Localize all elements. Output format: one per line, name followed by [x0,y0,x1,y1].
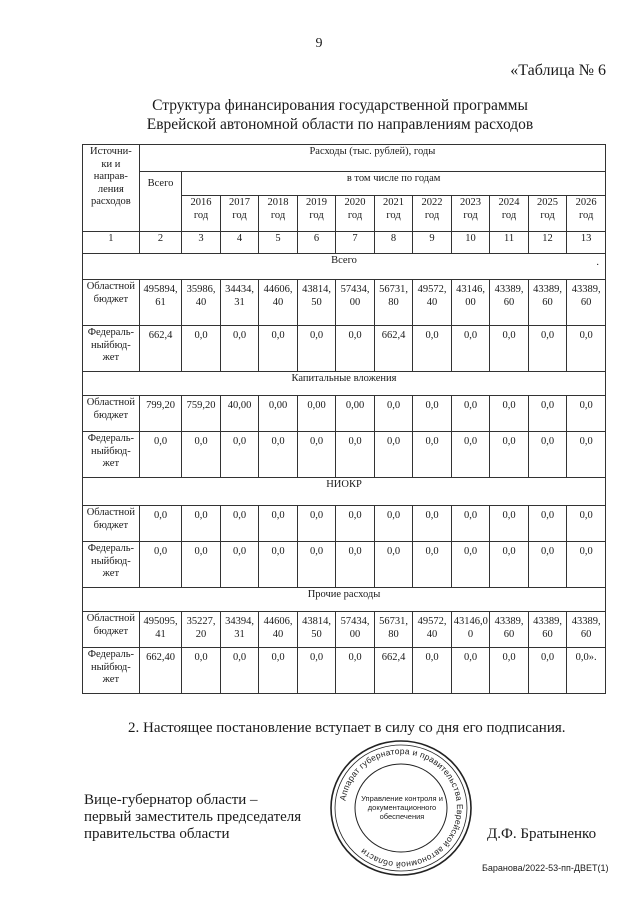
value-cell: 0,0 [374,432,413,478]
stray-mark: . [596,257,599,268]
value-cell: 0,0 [336,326,375,372]
value-cell: 0,0 [220,648,259,694]
value-cell: 0,0 [490,396,529,432]
value-cell: 0,0 [451,326,490,372]
value-cell: 0,0 [413,648,452,694]
section-title: НИОКР [83,478,606,506]
header-row [83,145,606,172]
source-label: Областной бюджет [83,612,140,648]
total-header: Всего [139,172,182,232]
value-cell: 0,0 [297,432,336,478]
value-cell: 0,0». [567,648,606,694]
value-cell: 40,00 [220,396,259,432]
column-number: 2 [139,232,182,254]
signer-title [84,792,301,843]
data-row [83,612,606,648]
value-cell: 0,0 [220,542,259,588]
value-cell: 0,0 [413,396,452,432]
value-cell: 43389, 60 [490,612,529,648]
value-cell: 0,00 [259,396,298,432]
year-header: 2023 год [451,196,490,232]
data-row [83,396,606,432]
value-cell: 0,00 [336,396,375,432]
signer-title-line: правительства области [84,826,230,842]
value-cell: 0,0 [220,432,259,478]
document-code: Баранова/2022-53-пп-ДВЕТ(1) [482,863,609,873]
value-cell: 0,0 [297,506,336,542]
column-number: 6 [297,232,336,254]
column-number: 13 [567,232,606,254]
year-header: 2021 год [374,196,413,232]
value-cell: 0,0 [297,326,336,372]
value-cell: 799,20 [139,396,182,432]
section-title: Капитальные вложения [83,372,606,396]
value-cell: 43389, 60 [567,612,606,648]
title-line: Еврейской автономной области по направлениям расходов [146,116,534,133]
value-cell: 57434, 00 [336,612,375,648]
value-cell: 44606, 40 [259,280,298,326]
value-cell: 57434, 00 [336,280,375,326]
source-label: Областной бюджет [83,396,140,432]
source-label: Федераль- ныйбюд- жет [83,542,140,588]
value-cell: 0,0 [528,648,567,694]
value-cell: 0,0 [451,648,490,694]
value-cell: 0,0 [567,326,606,372]
signer-title-line: Вице-губернатор области – [84,792,258,808]
value-cell: 662,4 [374,648,413,694]
source-label: Областной бюджет [83,506,140,542]
value-cell: 759,20 [182,396,221,432]
column-number: 9 [413,232,452,254]
section-row [83,478,606,506]
signer-title-line: первый заместитель председателя [84,809,302,825]
value-cell: 495095, 41 [139,612,182,648]
section-title: Всего . [83,254,606,280]
value-cell: 43389, 60 [528,280,567,326]
seal-inner-text: Управление контроля и документационного обеспечения [361,794,443,821]
value-cell: 49572, 40 [413,612,452,648]
column-number: 1 [83,232,140,254]
value-cell: 34434, 31 [220,280,259,326]
value-cell: 0,0 [220,326,259,372]
data-row [83,432,606,478]
title-line: Структура финансирования государственной программы [152,97,528,114]
value-cell: 0,0 [374,506,413,542]
source-label: Федераль- ныйбюд- жет [83,432,140,478]
source-header: Источни- ки и направ- ления расходов [83,145,140,232]
signer-name: Д.Ф. Братыненко [487,826,597,842]
column-number: 5 [259,232,298,254]
value-cell: 495894, 61 [139,280,182,326]
value-cell: 0,0 [297,542,336,588]
year-header: 2020 год [336,196,375,232]
source-label: Областной бюджет [83,280,140,326]
value-cell: 0,0 [413,542,452,588]
value-cell: 0,0 [490,432,529,478]
official-seal [328,738,474,878]
value-cell: 0,0 [451,542,490,588]
column-number: 12 [528,232,567,254]
value-cell: 0,0 [336,506,375,542]
value-cell: 0,0 [413,506,452,542]
value-cell: 0,0 [182,542,221,588]
value-cell: 0,0 [139,542,182,588]
source-label: Федераль- ныйбюд- жет [83,648,140,694]
data-row [83,542,606,588]
column-number: 10 [451,232,490,254]
value-cell: 0,0 [528,542,567,588]
column-number: 11 [490,232,529,254]
year-header: 2025 год [528,196,567,232]
seal-ring-text: Аппарат губернатора и правительства Еврейской автономной области [337,745,466,871]
section-row [83,588,606,612]
value-cell: 662,40 [139,648,182,694]
value-cell: 43814, 50 [297,280,336,326]
value-cell: 0,0 [490,542,529,588]
value-cell: 0,0 [451,506,490,542]
clause-text: 2. Настоящее постановление вступает в силу со дня его подписания. [128,720,566,736]
value-cell: 0,0 [182,326,221,372]
column-number: 8 [374,232,413,254]
value-cell: 0,00 [297,396,336,432]
section-title: Прочие расходы [83,588,606,612]
value-cell: 0,0 [139,432,182,478]
value-cell: 34394, 31 [220,612,259,648]
data-row [83,326,606,372]
value-cell: 43389, 60 [528,612,567,648]
value-cell: 0,0 [528,326,567,372]
value-cell: 43146,0 0 [451,612,490,648]
value-cell: 43389, 60 [490,280,529,326]
value-cell: 43814, 50 [297,612,336,648]
year-header: 2016 год [182,196,221,232]
value-cell: 0,0 [297,648,336,694]
value-cell: 0,0 [259,326,298,372]
value-cell: 0,0 [259,432,298,478]
value-cell: 0,0 [490,506,529,542]
value-cell: 35227, 20 [182,612,221,648]
by-year-header: в том числе по годам [182,172,606,196]
value-cell: 0,0 [413,432,452,478]
value-cell: 56731, 80 [374,280,413,326]
section-row [83,372,606,396]
value-cell: 43146, 00 [451,280,490,326]
expenses-header: Расходы (тыс. рублей), годы [139,145,605,172]
value-cell: 0,0 [220,506,259,542]
data-row [83,280,606,326]
value-cell: 35986, 40 [182,280,221,326]
year-header: 2017 год [220,196,259,232]
value-cell: 0,0 [567,542,606,588]
value-cell: 662,4 [374,326,413,372]
column-number: 4 [220,232,259,254]
value-cell: 0,0 [336,648,375,694]
table-label: «Таблица № 6 [510,62,606,79]
data-row [83,648,606,694]
value-cell: 0,0 [451,396,490,432]
source-label: Федераль- ныйбюд- жет [83,326,140,372]
column-number-row [83,232,606,254]
value-cell: 0,0 [336,542,375,588]
value-cell: 56731, 80 [374,612,413,648]
value-cell: 0,0 [374,542,413,588]
value-cell: 0,0 [528,432,567,478]
year-header: 2019 год [297,196,336,232]
value-cell: 0,0 [490,326,529,372]
header-row [83,172,606,196]
year-header: 2024 год [490,196,529,232]
table-title [60,96,620,134]
value-cell: 0,0 [567,506,606,542]
column-number: 3 [182,232,221,254]
value-cell: 44606, 40 [259,612,298,648]
year-header: 2026 год [567,196,606,232]
value-cell: 0,0 [139,506,182,542]
value-cell: 0,0 [567,432,606,478]
section-row [83,254,606,280]
value-cell: 0,0 [259,542,298,588]
year-header: 2022 год [413,196,452,232]
value-cell: 662,4 [139,326,182,372]
value-cell: 0,0 [336,432,375,478]
value-cell: 0,0 [528,506,567,542]
financing-table [82,144,606,694]
value-cell: 0,0 [259,648,298,694]
value-cell: 0,0 [182,432,221,478]
column-number: 7 [336,232,375,254]
value-cell: 43389, 60 [567,280,606,326]
value-cell: 0,0 [374,396,413,432]
data-row [83,506,606,542]
value-cell: 0,0 [413,326,452,372]
value-cell: 49572, 40 [413,280,452,326]
value-cell: 0,0 [259,506,298,542]
page-number: 9 [315,36,323,51]
value-cell: 0,0 [528,396,567,432]
value-cell: 0,0 [567,396,606,432]
value-cell: 0,0 [490,648,529,694]
value-cell: 0,0 [451,432,490,478]
value-cell: 0,0 [182,506,221,542]
year-header: 2018 год [259,196,298,232]
value-cell: 0,0 [182,648,221,694]
